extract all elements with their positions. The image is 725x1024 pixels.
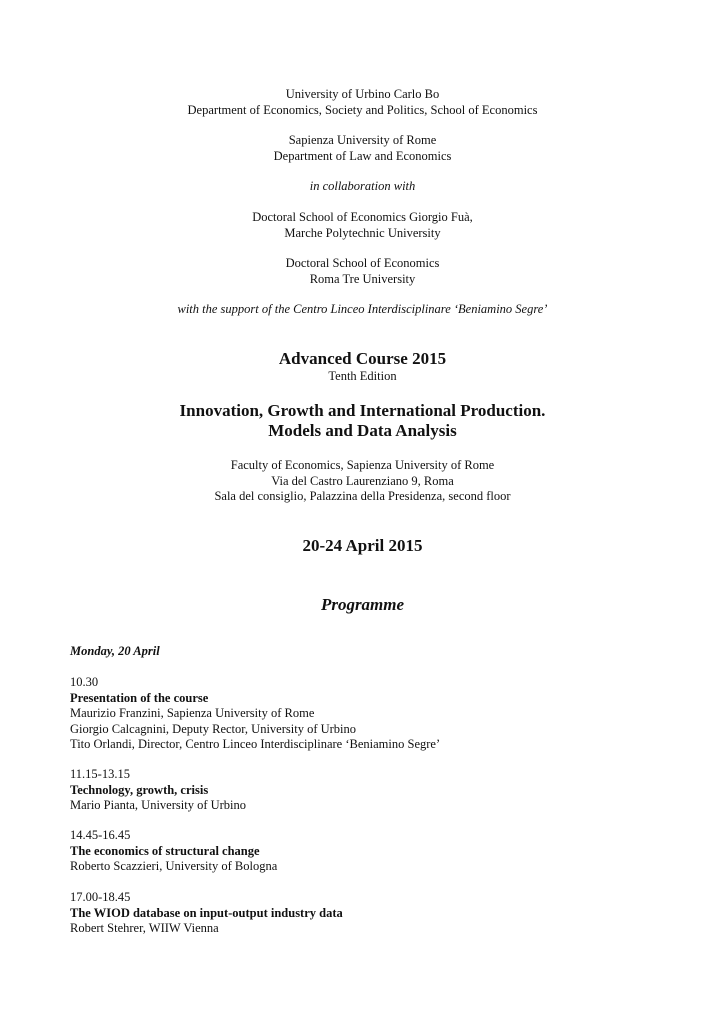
venue-line: Faculty of Economics, Sapienza University of Rome	[230, 458, 495, 472]
session	[70, 828, 690, 875]
session-speaker: Maurizio Franzini, Sapienza University of Rome	[70, 706, 315, 720]
session-title: Technology, growth, crisis	[70, 782, 209, 797]
session-time: 10.30	[70, 675, 99, 689]
org-university: Roma Tre University	[309, 271, 416, 286]
course-title: Advanced Course 2015	[278, 349, 447, 368]
org-name: Doctoral School of Economics Giorgio Fuà,	[252, 210, 473, 224]
session-speaker: Giorgio Calcagnini, Deputy Rector, University of Urbino	[70, 721, 357, 736]
subtitle-line: Innovation, Growth and International Production.	[179, 401, 546, 420]
subtitle-line: Models and Data Analysis	[268, 421, 457, 440]
org-name: Doctoral School of Economics	[285, 256, 440, 270]
venue-line: Sala del consiglio, Palazzina della Presidenza, second floor	[214, 489, 511, 503]
session-speaker: Mario Pianta, University of Urbino	[70, 798, 247, 812]
course-dates: 20-24 April 2015	[302, 536, 423, 555]
venue	[0, 458, 725, 505]
session-speaker: Tito Orlandi, Director, Centro Linceo Interdisciplinare ‘Beniamino Segre’	[70, 737, 441, 751]
session	[70, 675, 690, 753]
organizer-urbino	[0, 87, 725, 118]
support-note: with the support of the Centro Linceo Interdisciplinare ‘Beniamino Segre’	[177, 302, 548, 316]
org-name: Sapienza University of Rome	[288, 133, 437, 147]
session	[70, 890, 690, 937]
course-edition: Tenth Edition	[328, 369, 397, 383]
session-speaker: Robert Stehrer, WIIW Vienna	[70, 921, 219, 935]
org-name: University of Urbino Carlo Bo	[285, 87, 440, 101]
org-department: Department of Law and Economics	[273, 148, 452, 163]
session-time: 17.00-18.45	[70, 890, 131, 904]
day-heading: Monday, 20 April	[70, 644, 160, 658]
org-university: Marche Polytechnic University	[284, 225, 441, 240]
session-time: 11.15-13.15	[70, 767, 130, 781]
org-department: Department of Economics, Society and Politics, School of Economics	[187, 102, 538, 117]
session-title: Presentation of the course	[70, 690, 209, 705]
collaboration-note: in collaboration with	[309, 179, 416, 193]
session-title: The WIOD database on input-output industry data	[70, 905, 343, 920]
course-subtitle	[0, 401, 725, 441]
venue-line: Via del Castro Laurenziano 9, Roma	[271, 473, 454, 488]
organizer-sapienza	[0, 133, 725, 164]
session	[70, 767, 690, 814]
organizer-marche	[0, 210, 725, 241]
session-title: The economics of structural change	[70, 843, 260, 858]
session-time: 14.45-16.45	[70, 828, 131, 842]
programme-heading: Programme	[320, 595, 405, 614]
session-speaker: Roberto Scazzieri, University of Bologna	[70, 859, 278, 873]
organizer-romatre	[0, 256, 725, 287]
